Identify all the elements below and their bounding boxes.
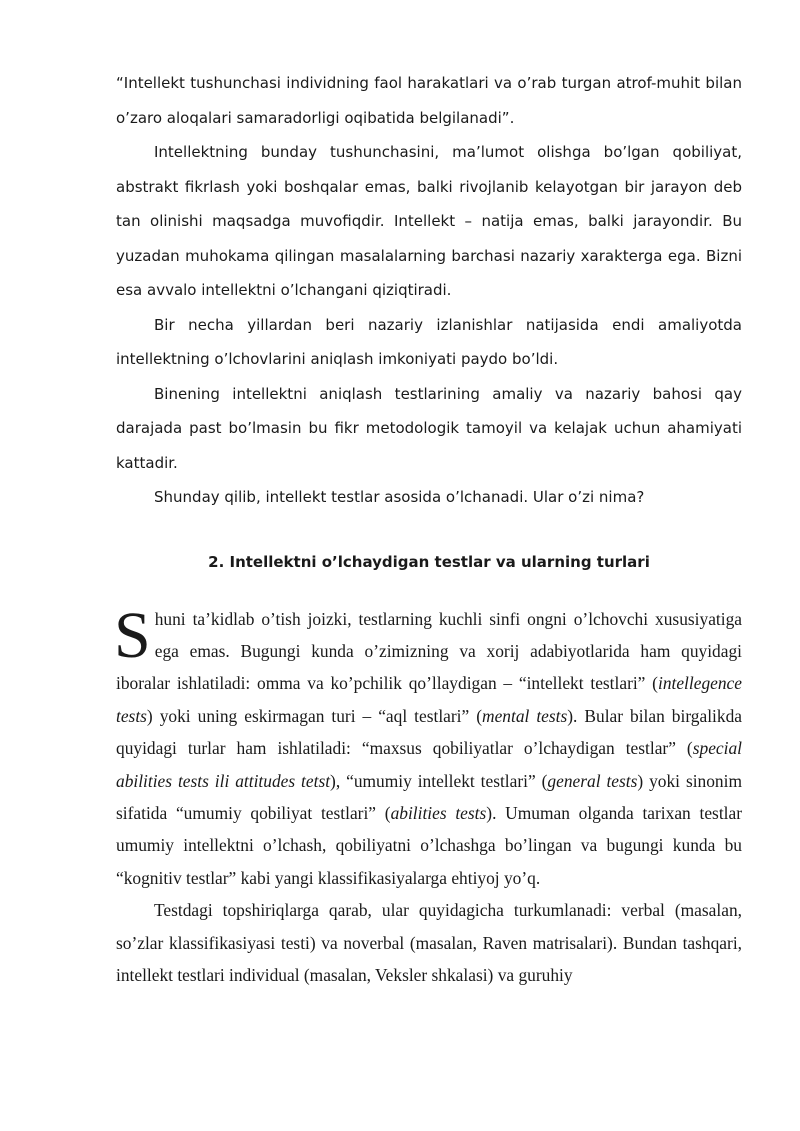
term-general-tests: general tests xyxy=(547,770,638,791)
intro-section xyxy=(116,66,742,515)
paragraph-classification: Testdagi topshiriqlarga qarab, ular quyidagicha turkumlanadi: verbal (masalan, so’zlar klassifikasiyasi testi) va noverbal (masalan, Raven matrisalari). Bundan tashqari, intellekt testlari individual (masalan, Veksler shkalasi) va guruhiy xyxy=(116,900,742,985)
paragraph-quote: “Intellekt tushunchasi individning faol harakatlari va o’rab turgan atrof-muhit bilan o’zaro aloqalari samaradorligi oqibatida belgilanadi”. xyxy=(116,74,742,127)
section-heading: 2. Intellektni o’lchaydigan testlar va ularning turlari xyxy=(208,552,650,571)
text-segment: huni ta’kidlab o’tish joizki, testlarning kuchli sinfi ongni o’lchovchi xususiyatiga ega emas. Bugungi kunda o’zimizning va xorij adabiyotlarida ham quyidagi iboralar ishlatiladi: omma va ko’pchilik qo’llaydigan – “intellekt testlari” ( xyxy=(116,608,742,694)
text-segment: ). Umuman olganda tarixan testlar umumiy intellektni o’lchash, qobiliyatni o’lchashga bo’lingan va bugungi kunda bu “kognitiv testlar” kabi yangi klassifikasiyalarga ehtiyoj yo’q. xyxy=(116,802,742,888)
paragraph-intellect-process: Intellektning bunday tushunchasini, ma’lumot olishga bo’lgan qobiliyat, abstrakt fikrlash yoki boshqalar emas, balki rivojlanib kelayotgan bir jarayon deb tan olinishi maqsadga muvofiqdir. Intellekt – natija emas, balki jarayondir. Bu yuzadan muhokama qilingan masalalarning barchasi nazariy xarakterga ega. Bizni esa avvalo intellektni o’lchangani qiziqtiradi. xyxy=(116,143,742,299)
text-segment: ). Bular bilan birgalikda quyidagi turlar ham ishlatiladi: “maxsus qobiliyatlar o’lchaydigan testlar” ( xyxy=(116,705,742,759)
term-special-abilities: special abilities tests ili attitudes tetst xyxy=(116,738,742,791)
page-content xyxy=(116,66,742,991)
term-intellegence-tests: intellegence tests xyxy=(116,673,742,726)
paragraph-test-types xyxy=(114,598,742,895)
text-segment: ) yoki uning eskirmagan turi – “aql testlari” ( xyxy=(146,705,483,726)
main-section xyxy=(114,598,742,992)
paragraph-measurement-possibility: Bir necha yillardan beri nazariy izlanishlar natijasida endi amaliyotda intellektning o’lchovlarini aniqlash imkoniyati paydo bo’ldi. xyxy=(116,315,742,368)
paragraph-binet: Binening intellektni aniqlash testlarining amaliy va nazariy bahosi qay darajada past bo’lmasin bu fikr metodologik tamoyil va kelajak uchun ahamiyati kattadir. xyxy=(116,384,742,472)
text-segment: ) yoki sinonim sifatida “umumiy qobiliyat testlari” ( xyxy=(116,770,742,823)
term-mental-tests: mental tests xyxy=(482,705,568,726)
term-abilities-tests: abilities tests xyxy=(390,802,487,823)
text-segment: ), “umumiy intellekt testlari” ( xyxy=(330,770,548,791)
drop-cap: S xyxy=(114,598,151,672)
paragraph-question: Shunday qilib, intellekt testlar asosida o’lchanadi. Ular o’zi nima? xyxy=(154,488,645,506)
